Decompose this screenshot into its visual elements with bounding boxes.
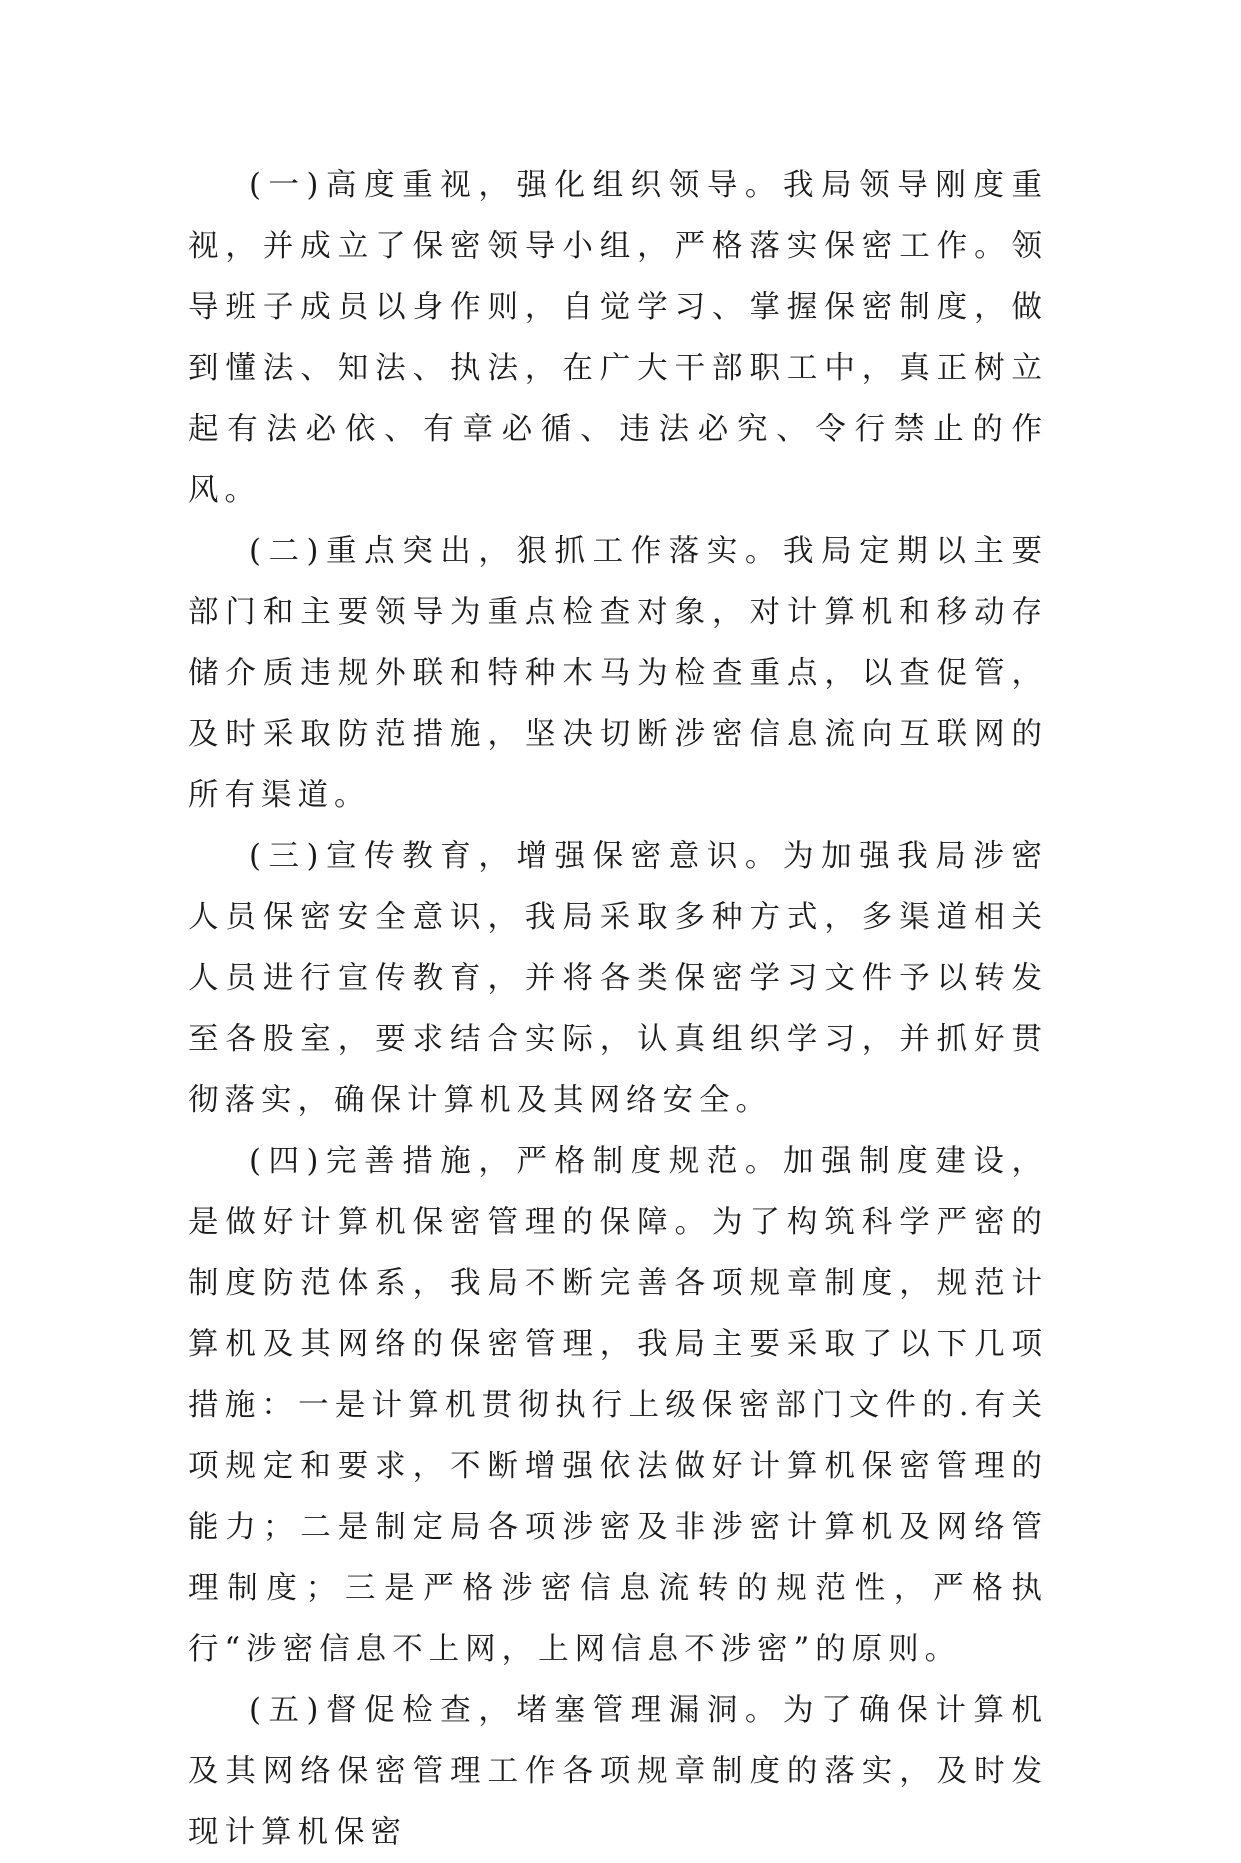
paragraph-1: (一)高度重视，强化组织领导。我局领导刚度重视，并成立了保密领导小组，严格落实保密工作。领导班子成员以身作则，自觉学习、掌握保密制度，做到懂法、知法、执法，在广大干部职工中，真正树立起有法必依、有章必循、违法必究、令行禁止的作风。	[188, 168, 1048, 508]
paragraph-2: (二)重点突出，狠抓工作落实。我局定期以主要部门和主要领导为重点检查对象，对计算机和移动存储介质违规外联和特种木马为检查重点，以查促管，及时采取防范措施，坚决切断涉密信息流向互联网的所有渠道。	[188, 534, 1048, 813]
paragraph-5: (五)督促检查，堵塞管理漏洞。为了确保计算机及其网络保密管理工作各项规章制度的落实，及时发现计算机保密	[188, 1693, 1048, 1850]
document-body	[188, 155, 1048, 1863]
paragraph-4: (四)完善措施，严格制度规范。加强制度建设，是做好计算机保密管理的保障。为了构筑科学严密的制度防范体系，我局不断完善各项规章制度，规范计算机及其网络的保密管理，我局主要采取了以下几项措施：一是计算机贯彻执行上级保密部门文件的.有关项规定和要求，不断增强依法做好计算机保密管理的能力；二是制定局各项涉密及非涉密计算机及网络管理制度；三是严格涉密信息流转的规范性，严格执行“涉密信息不上网，上网信息不涉密”的原则。	[188, 1144, 1048, 1667]
paragraph-3: (三)宣传教育，增强保密意识。为加强我局涉密人员保密安全意识，我局采取多种方式，多渠道相关人员进行宣传教育，并将各类保密学习文件予以转发至各股室，要求结合实际，认真组织学习，并抓好贯彻落实，确保计算机及其网络安全。	[188, 839, 1048, 1118]
